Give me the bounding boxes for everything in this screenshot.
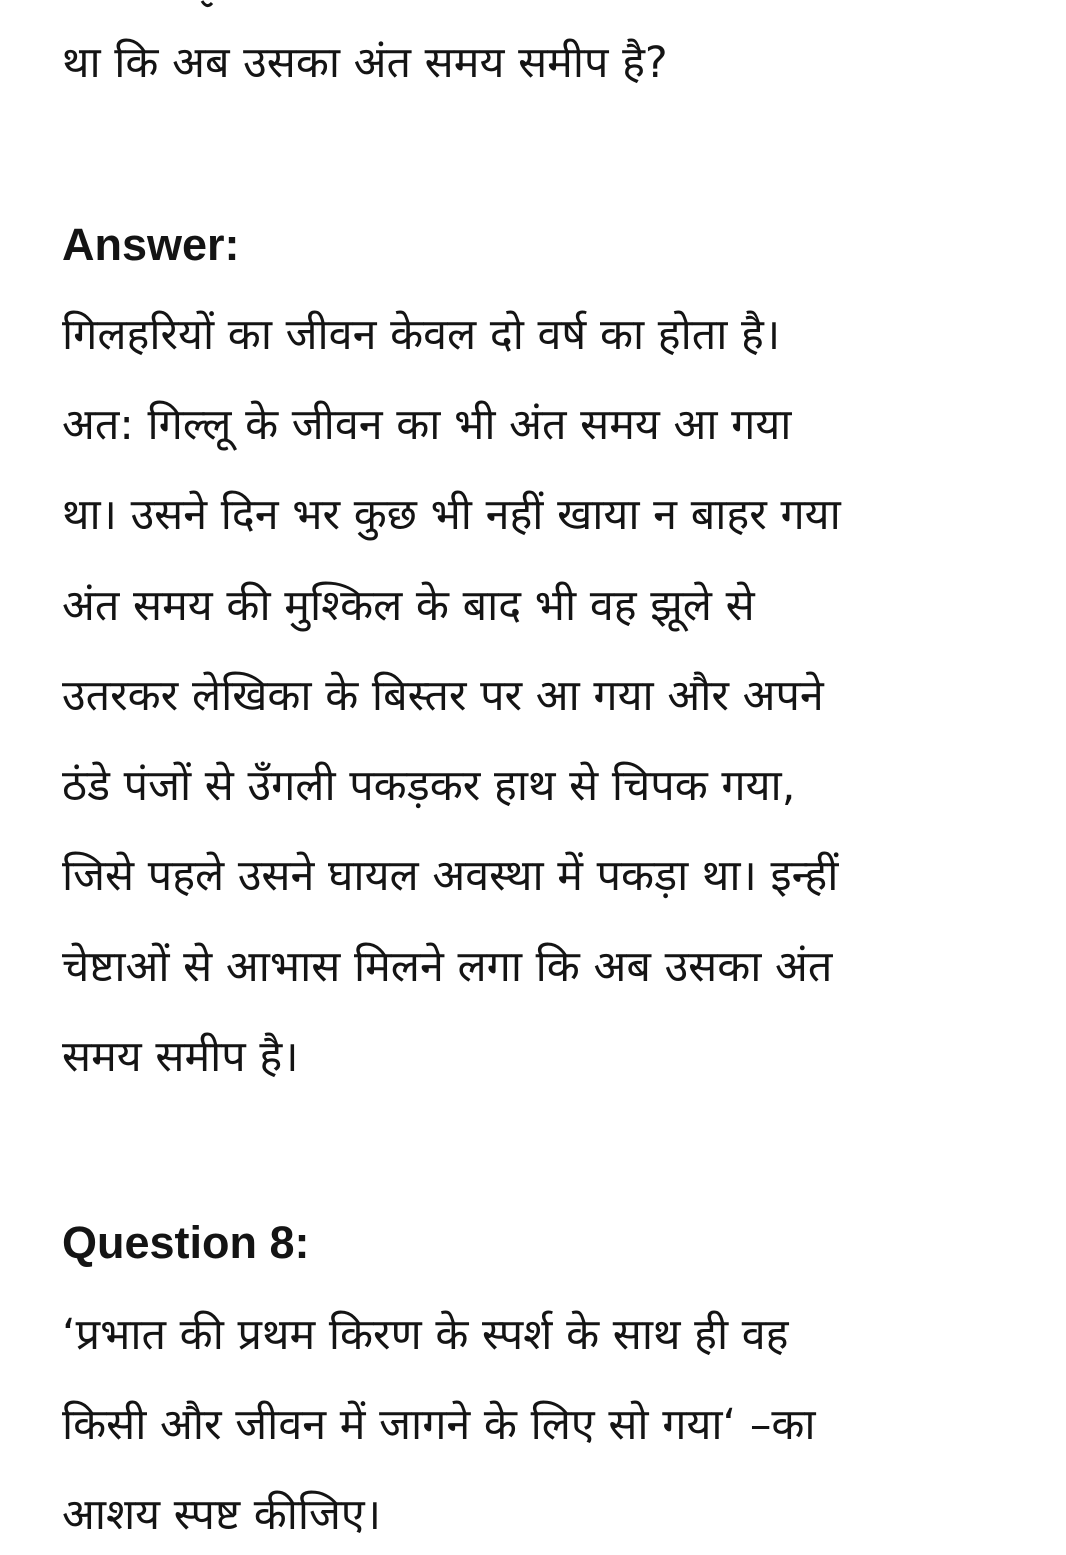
answer-line: उतरकर लेखिका के बिस्तर पर आ गया और अपने xyxy=(62,671,824,721)
question-line: किसी और जीवन में जागने के लिए सो गया‘ –का xyxy=(62,1400,816,1450)
answer-line: गिलहरियों का जीवन केवल दो वर्ष का होता है। xyxy=(62,310,781,360)
answer-line: ठंडे पंजों से उँगली पकड़कर हाथ से चिपक गया, xyxy=(62,761,796,811)
answer-line: अंत समय की मुश्किल के बाद भी वह झूले से xyxy=(62,581,755,631)
answer-line: समय समीप है। xyxy=(62,1032,299,1082)
question-line: ‘प्रभात की प्रथम किरण के स्पर्श के साथ ही वह xyxy=(62,1310,789,1360)
question-line: आशय स्पष्ट कीजिए। xyxy=(62,1490,382,1540)
answer-line: था। उसने दिन भर कुछ भी नहीं खाया न बाहर गया xyxy=(62,490,841,540)
cropped-text-fragment xyxy=(200,0,214,4)
answer-line: चेष्टाओं से आभास मिलने लगा कि अब उसका अंत xyxy=(62,942,833,992)
answer-heading: Answer: xyxy=(62,219,240,270)
answer-line: जिसे पहले उसने घायल अवस्था में पकड़ा था। इन्हीं xyxy=(62,851,839,901)
answer-line: अत: गिल्लू के जीवन का भी अंत समय आ गया xyxy=(62,400,792,450)
question7-text-tail: था कि अब उसका अंत समय समीप है? xyxy=(62,38,668,88)
question8-heading: Question 8: xyxy=(62,1217,310,1268)
